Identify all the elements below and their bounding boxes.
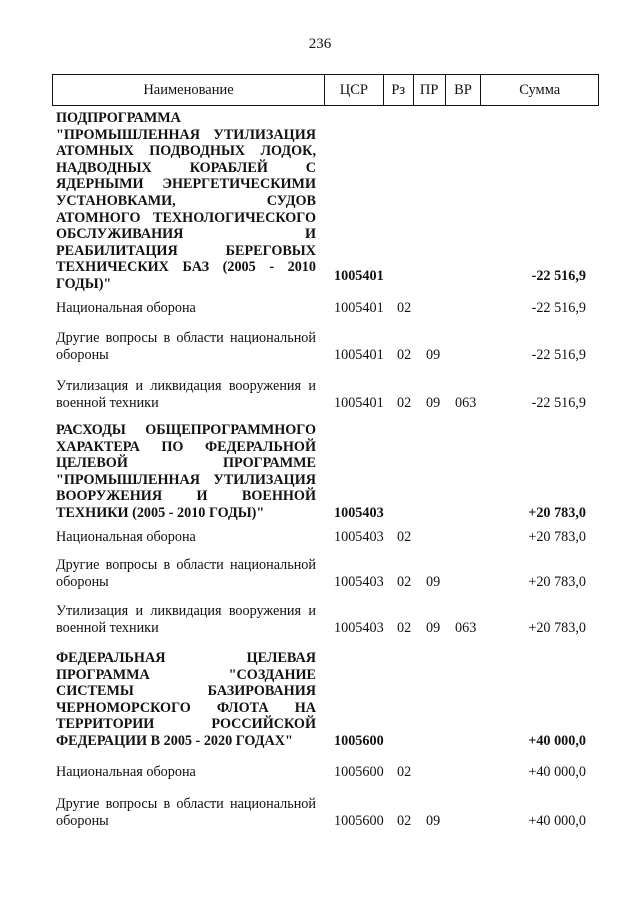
header-pr: ПР bbox=[414, 75, 446, 105]
header-vr: ВР bbox=[446, 75, 482, 105]
row-csr: 1005403 bbox=[334, 529, 384, 545]
row-pr: 09 bbox=[426, 813, 441, 829]
header-sum: Сумма bbox=[481, 75, 599, 105]
row-pr: 09 bbox=[426, 395, 441, 411]
row-pr: 09 bbox=[426, 347, 441, 363]
row-vr: 063 bbox=[455, 620, 477, 636]
row-csr: 1005600 bbox=[334, 733, 384, 749]
row-csr: 1005401 bbox=[334, 347, 384, 363]
page-number: 236 bbox=[308, 36, 332, 52]
row-rz: 02 bbox=[397, 764, 412, 780]
header-name: Наименование bbox=[53, 75, 325, 105]
row-sum: -22 516,9 bbox=[531, 300, 586, 316]
row-sum: +40 000,0 bbox=[528, 733, 586, 749]
row-sum: +40 000,0 bbox=[528, 813, 586, 829]
row-sum: -22 516,9 bbox=[531, 347, 586, 363]
row-rz: 02 bbox=[397, 620, 412, 636]
row-name: Другие вопросы в области национальной обороны bbox=[56, 557, 316, 590]
row-name: Другие вопросы в области национальной обороны bbox=[56, 796, 316, 829]
row-rz: 02 bbox=[397, 300, 412, 316]
row-sum: +20 783,0 bbox=[528, 529, 586, 545]
row-name: РАСХОДЫ ОБЩЕПРОГРАММНОГО ХАРАКТЕРА ПО ФЕДЕРАЛЬНОЙ ЦЕЛЕВОЙ ПРОГРАММЕ "ПРОМЫШЛЕННАЯ УТИЛИЗАЦИЯ ВООРУЖЕНИЯ И ВОЕННОЙ ТЕХНИКИ (2005 - 2010 ГОДЫ)" bbox=[56, 422, 316, 521]
row-csr: 1005401 bbox=[334, 300, 384, 316]
row-rz: 02 bbox=[397, 395, 412, 411]
row-pr: 09 bbox=[426, 574, 441, 590]
row-csr: 1005403 bbox=[334, 505, 384, 521]
header-csr: ЦСР bbox=[325, 75, 384, 105]
row-sum: +20 783,0 bbox=[528, 574, 586, 590]
row-csr: 1005403 bbox=[334, 574, 384, 590]
row-name: Утилизация и ликвидация вооружения и военной техники bbox=[56, 603, 316, 636]
row-pr: 09 bbox=[426, 620, 441, 636]
row-sum: +20 783,0 bbox=[528, 620, 586, 636]
row-name: ПОДПРОГРАММА "ПРОМЫШЛЕННАЯ УТИЛИЗАЦИЯ АТОМНЫХ ПОДВОДНЫХ ЛОДОК, НАДВОДНЫХ КОРАБЛЕЙ С ЯДЕРНЫМИ ЭНЕРГЕТИЧЕСКИМИ УСТАНОВКАМИ, СУДОВ АТОМНОГО ТЕХНОЛОГИЧЕСКОГО ОБСЛУЖИВАНИЯ И РЕАБИЛИТАЦИЯ БЕРЕГОВЫХ ТЕХНИЧЕСКИХ БАЗ (2005 - 2010 ГОДЫ)" bbox=[56, 110, 316, 292]
row-rz: 02 bbox=[397, 347, 412, 363]
row-csr: 1005401 bbox=[334, 395, 384, 411]
row-sum: -22 516,9 bbox=[531, 268, 586, 284]
row-vr: 063 bbox=[455, 395, 477, 411]
row-name: Национальная оборона bbox=[56, 764, 196, 780]
row-sum: +20 783,0 bbox=[528, 505, 586, 521]
row-name: Национальная оборона bbox=[56, 529, 196, 545]
row-sum: +40 000,0 bbox=[528, 764, 586, 780]
row-csr: 1005403 bbox=[334, 620, 384, 636]
row-sum: -22 516,9 bbox=[531, 395, 586, 411]
row-name: Национальная оборона bbox=[56, 300, 196, 316]
row-rz: 02 bbox=[397, 529, 412, 545]
table-header bbox=[52, 74, 599, 106]
row-csr: 1005600 bbox=[334, 813, 384, 829]
header-rz: Рз bbox=[384, 75, 414, 105]
row-name: Утилизация и ликвидация вооружения и военной техники bbox=[56, 378, 316, 411]
row-rz: 02 bbox=[397, 574, 412, 590]
row-name: Другие вопросы в области национальной обороны bbox=[56, 330, 316, 363]
row-rz: 02 bbox=[397, 813, 412, 829]
row-name: ФЕДЕРАЛЬНАЯ ЦЕЛЕВАЯ ПРОГРАММА "СОЗДАНИЕ СИСТЕМЫ БАЗИРОВАНИЯ ЧЕРНОМОРСКОГО ФЛОТА НА ТЕРРИТОРИИ РОССИЙСКОЙ ФЕДЕРАЦИИ В 2005 - 2020 ГОДАХ" bbox=[56, 650, 316, 749]
row-csr: 1005600 bbox=[334, 764, 384, 780]
row-csr: 1005401 bbox=[334, 268, 384, 284]
